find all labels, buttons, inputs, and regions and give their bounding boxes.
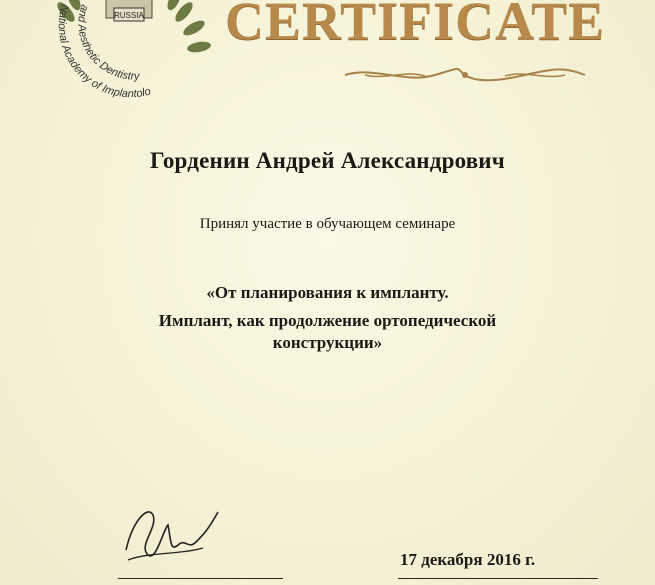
seal-org-line1: National Academy of Implantolo [55,3,153,101]
seal-graphic [24,0,224,102]
seminar-title-line3: конструкции» [272,333,383,352]
date-line [398,578,598,579]
seal-country: RUSSIA [114,11,144,20]
certificate-title: CERTIFICATE [225,0,606,51]
seal-org-line2: and Aesthetic Dentistry [75,3,140,83]
flourish-ornament-icon [335,64,595,86]
academy-seal [24,0,224,102]
seminar-title-line2: Имплант, как продолжение ортопедической [158,311,497,330]
recipient-name: Горденин Андрей Александрович [150,148,505,173]
participation-text: Принял участие в обучающем семинаре [199,216,456,232]
issue-date: 17 декабря 2016 г. [400,550,536,569]
signature-line [118,578,283,579]
seminar-title-line1: «От планирования к импланту. [206,283,449,302]
signature-icon [108,500,228,570]
